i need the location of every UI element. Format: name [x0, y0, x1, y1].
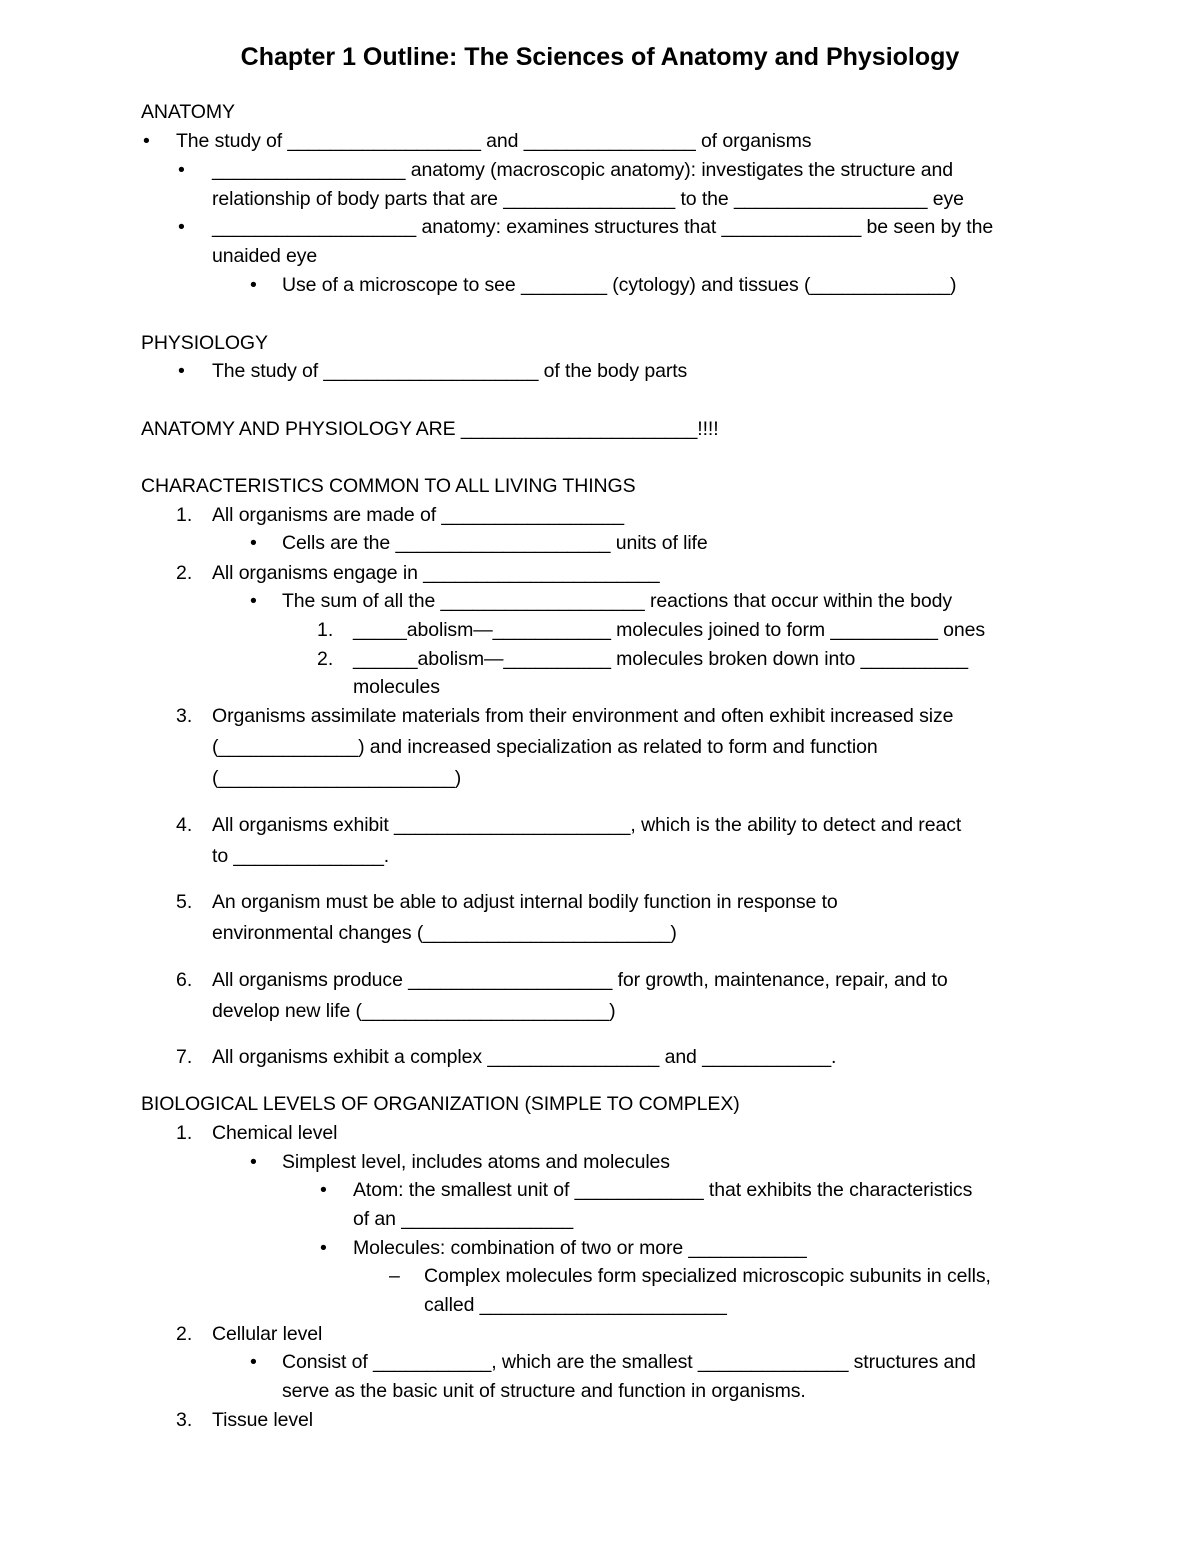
- characteristic-2: All organisms engage in ______________________: [212, 562, 660, 584]
- number-marker: 5.: [176, 891, 193, 913]
- anatomy-study-line: The study of __________________ and ________________ of organisms: [176, 130, 812, 152]
- dash: –: [389, 1265, 400, 1287]
- catabolism-line-cont: molecules: [353, 676, 440, 698]
- cellular-level: Cellular level: [212, 1323, 323, 1345]
- physiology-study-line: The study of ____________________ of the body parts: [212, 360, 688, 382]
- microscope-line: Use of a microscope to see ________ (cytology) and tissues (_____________): [282, 274, 957, 296]
- characteristic-1-sub: Cells are the ____________________ units of life: [282, 532, 708, 554]
- bullet: •: [178, 216, 185, 238]
- bullet: •: [250, 1151, 257, 1173]
- microscopic-anatomy-line-cont: unaided eye: [212, 245, 318, 267]
- cellular-level-sub-cont: serve as the basic unit of structure and function in organisms.: [282, 1380, 806, 1402]
- bullet: •: [250, 1351, 257, 1373]
- microscopic-anatomy-line: ___________________ anatomy: examines structures that _____________ be seen by the: [212, 216, 994, 238]
- anabolism-line: _____abolism—___________ molecules joined to form __________ ones: [353, 619, 986, 641]
- complex-molecules-line-cont: called _______________________: [424, 1294, 727, 1316]
- number-marker: 2.: [317, 648, 334, 670]
- number-marker: 1.: [176, 504, 193, 526]
- number-marker: 3.: [176, 705, 193, 727]
- characteristic-6: All organisms produce ___________________ for growth, maintenance, repair, and to: [212, 969, 948, 991]
- bullet: •: [250, 532, 257, 554]
- characteristics-heading: CHARACTERISTICS COMMON TO ALL LIVING THINGS: [141, 475, 636, 497]
- number-marker: 4.: [176, 814, 193, 836]
- characteristic-3-cont: (_____________) and increased specialization as related to form and function: [212, 736, 878, 758]
- number-marker: 2.: [176, 562, 193, 584]
- characteristic-6-cont: develop new life (_______________________): [212, 1000, 616, 1022]
- number-marker: 1.: [317, 619, 334, 641]
- chemical-level: Chemical level: [212, 1122, 338, 1144]
- characteristic-1: All organisms are made of _________________: [212, 504, 624, 526]
- anatomy-heading: ANATOMY: [141, 101, 235, 123]
- characteristic-4-cont: to ______________.: [212, 845, 390, 867]
- number-marker: 7.: [176, 1046, 193, 1068]
- chemical-level-sub: Simplest level, includes atoms and molecules: [282, 1151, 670, 1173]
- tissue-level: Tissue level: [212, 1409, 314, 1431]
- characteristic-5: An organism must be able to adjust internal bodily function in response to: [212, 891, 838, 913]
- catabolism-line: ______abolism—__________ molecules broken down into __________: [353, 648, 969, 670]
- characteristic-3-cont2: (______________________): [212, 767, 462, 789]
- anatomy-physiology-together: ANATOMY AND PHYSIOLOGY ARE ______________________!!!!: [141, 418, 719, 440]
- number-marker: 1.: [176, 1122, 193, 1144]
- characteristic-7: All organisms exhibit a complex ________________ and ____________.: [212, 1046, 837, 1068]
- characteristic-3: Organisms assimilate materials from their environment and often exhibit increased size: [212, 705, 954, 727]
- atom-line-cont: of an ________________: [353, 1208, 574, 1230]
- number-marker: 6.: [176, 969, 193, 991]
- gross-anatomy-line-cont: relationship of body parts that are ________________ to the __________________ eye: [212, 188, 964, 210]
- bullet: •: [178, 360, 185, 382]
- number-marker: 2.: [176, 1323, 193, 1345]
- complex-molecules-line: Complex molecules form specialized microscopic subunits in cells,: [424, 1265, 991, 1287]
- page-title: Chapter 1 Outline: The Sciences of Anatomy and Physiology: [240, 43, 960, 71]
- bullet: •: [320, 1179, 327, 1201]
- bullet: •: [250, 274, 257, 296]
- bullet: •: [143, 130, 150, 152]
- levels-heading: BIOLOGICAL LEVELS OF ORGANIZATION (SIMPLE TO COMPLEX): [141, 1093, 740, 1115]
- cellular-level-sub: Consist of ___________, which are the smallest ______________ structures and: [282, 1351, 976, 1373]
- number-marker: 3.: [176, 1409, 193, 1431]
- molecules-line: Molecules: combination of two or more ___________: [353, 1237, 807, 1259]
- gross-anatomy-line: __________________ anatomy (macroscopic anatomy): investigates the structure and: [212, 159, 954, 181]
- bullet: •: [178, 159, 185, 181]
- physiology-heading: PHYSIOLOGY: [141, 332, 268, 354]
- bullet: •: [250, 590, 257, 612]
- characteristic-5-cont: environmental changes (_______________________): [212, 922, 677, 944]
- bullet: •: [320, 1237, 327, 1259]
- characteristic-4: All organisms exhibit ______________________, which is the ability to detect and react: [212, 814, 962, 836]
- atom-line: Atom: the smallest unit of ____________ that exhibits the characteristics: [353, 1179, 973, 1201]
- characteristic-2-sub: The sum of all the ___________________ reactions that occur within the body: [282, 590, 953, 612]
